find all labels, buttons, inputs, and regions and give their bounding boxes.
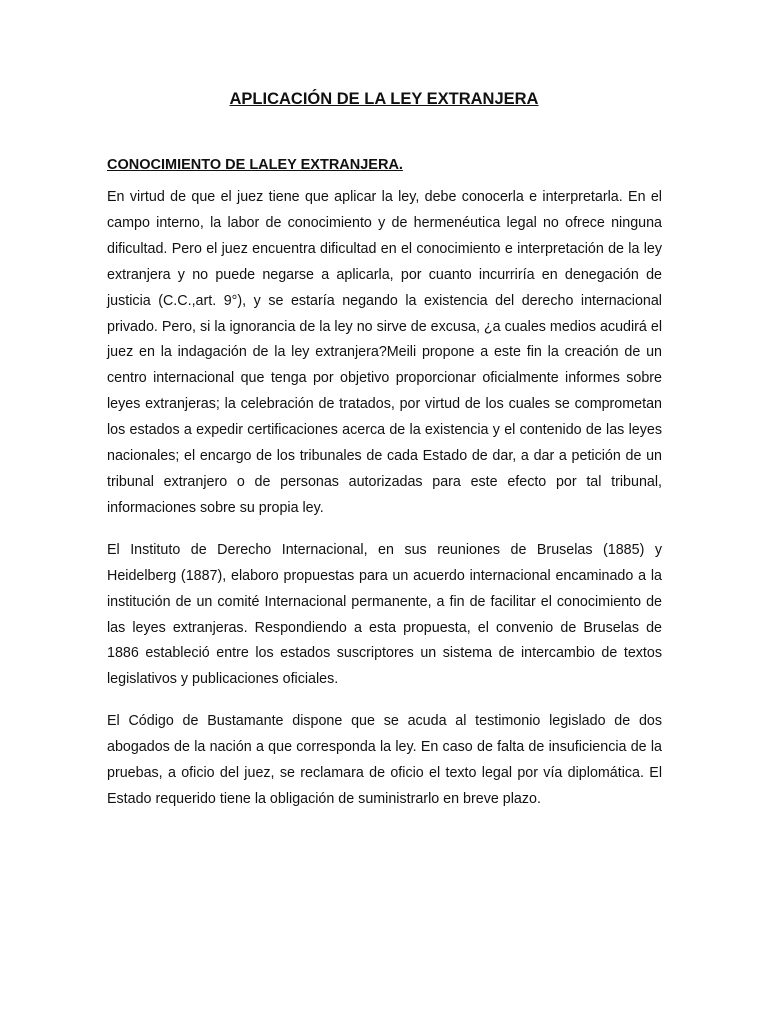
section-heading: CONOCIMIENTO DE LALEY EXTRANJERA. <box>107 157 403 173</box>
paragraph-1: En virtud de que el juez tiene que aplicar la ley, debe conocerla e interpretarla. En el campo interno, la labor de conocimiento y de hermenéutica legal no ofrece ninguna dificultad. Pero el juez encuentra dificultad en el conocimiento e interpretación de la ley extranjera y no puede negarse a aplicarla, por cuanto incurriría en denegación de justicia (C.C.,art. 9°), y se estaría negando la existencia del derecho internacional privado. Pero, si la ignorancia de la ley no sirve de excusa, ¿a cuales medios acudirá el juez en la indagación de la ley extranjera?Meili propone a este fin la creación de un centro internacional que tenga por objetivo proporcionar oficialmente informes sobre leyes extranjeras; la celebración de tratados, por virtud de los cuales se comprometan los estados a expedir certificaciones acerca de la existencia y el contenido de las leyes nacionales; el encargo de los tribunales de cada Estado de dar, a dar a petición de un tribunal extranjero o de personas autorizadas para este efecto por tal tribunal, informaciones sobre su propia ley. <box>107 189 662 516</box>
paragraph-2: El Instituto de Derecho Internacional, en sus reuniones de Bruselas (1885) y Heidelberg (1887), elaboro propuestas para un acuerdo internacional encaminado a la institución de un comité Internacional permanente, a fin de facilitar el conocimiento de las leyes extranjeras. Respondiendo a esta propuesta, el convenio de Bruselas de 1886 estableció entre los estados suscriptores un sistema de intercambio de textos legislativos y publicaciones oficiales. <box>107 541 662 688</box>
document-body <box>107 185 662 829</box>
paragraph-3: El Código de Bustamante dispone que se acuda al testimonio legislado de dos abogados de la nación a que corresponda la ley. En caso de falta de insuficiencia de la pruebas, a oficio del juez, se reclamara de oficio el texto legal por vía diplomática. El Estado requerido tiene la obligación de suministrarlo en breve plazo. <box>107 713 662 807</box>
document-title: APLICACIÓN DE LA LEY EXTRANJERA <box>229 90 539 108</box>
